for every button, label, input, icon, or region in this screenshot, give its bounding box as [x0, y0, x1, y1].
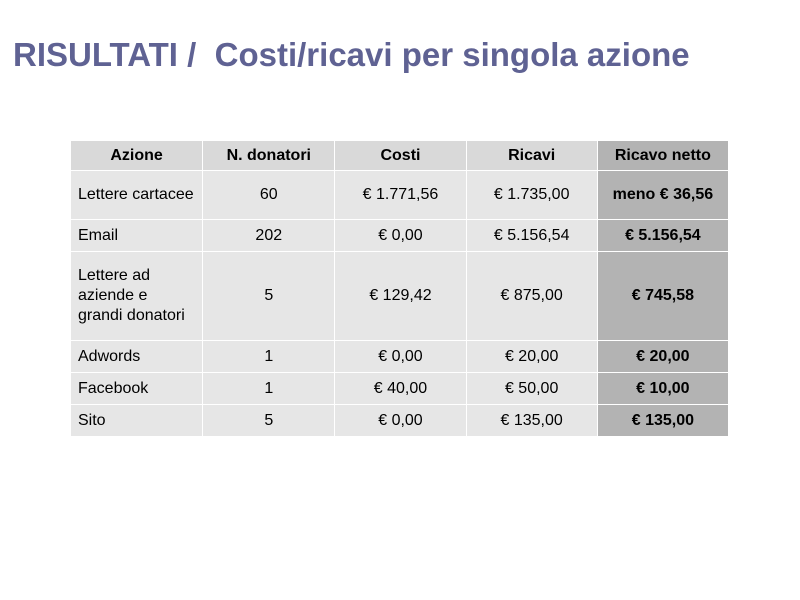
cell-ricavi: € 875,00 — [467, 252, 598, 341]
table-row — [71, 252, 729, 341]
cell-costi: € 1.771,56 — [335, 171, 466, 220]
table-row — [71, 341, 729, 373]
header-costi: Costi — [335, 141, 466, 171]
cell-ricavi: € 135,00 — [467, 405, 598, 437]
cell-azione: Email — [71, 220, 203, 252]
cell-ricavo-netto: meno € 36,56 — [598, 171, 729, 220]
cell-azione: Adwords — [71, 341, 203, 373]
cell-ricavo-netto: € 10,00 — [598, 373, 729, 405]
cell-azione: Lettere ad aziende e grandi donatori — [71, 252, 203, 341]
cell-ricavi: € 20,00 — [467, 341, 598, 373]
cell-donatori: 202 — [203, 220, 335, 252]
cell-donatori: 60 — [203, 171, 335, 220]
cell-donatori: 5 — [203, 252, 335, 341]
table-header-row — [71, 141, 729, 171]
cell-ricavi: € 5.156,54 — [467, 220, 598, 252]
results-table — [71, 141, 729, 437]
cell-ricavo-netto: € 745,58 — [598, 252, 729, 341]
table-row — [71, 220, 729, 252]
cell-ricavo-netto: € 5.156,54 — [598, 220, 729, 252]
cell-donatori: 5 — [203, 405, 335, 437]
cell-azione: Lettere cartacee — [71, 171, 203, 220]
header-ricavo-netto: Ricavo netto — [598, 141, 729, 171]
page-title: RISULTATI / Costi/ricavi per singola azione — [13, 36, 690, 73]
cell-ricavo-netto: € 20,00 — [598, 341, 729, 373]
cell-azione: Facebook — [71, 373, 203, 405]
cell-ricavi: € 50,00 — [467, 373, 598, 405]
cell-costi: € 0,00 — [335, 405, 466, 437]
header-azione: Azione — [71, 141, 203, 171]
cell-ricavo-netto: € 135,00 — [598, 405, 729, 437]
cell-donatori: 1 — [203, 341, 335, 373]
header-ricavi: Ricavi — [467, 141, 598, 171]
table-row — [71, 373, 729, 405]
cell-costi: € 129,42 — [335, 252, 466, 341]
cell-costi: € 0,00 — [335, 341, 466, 373]
cell-donatori: 1 — [203, 373, 335, 405]
cell-azione: Sito — [71, 405, 203, 437]
cell-costi: € 0,00 — [335, 220, 466, 252]
table-row — [71, 171, 729, 220]
cell-ricavi: € 1.735,00 — [467, 171, 598, 220]
table-row — [71, 405, 729, 437]
header-donatori: N. donatori — [203, 141, 335, 171]
cell-costi: € 40,00 — [335, 373, 466, 405]
